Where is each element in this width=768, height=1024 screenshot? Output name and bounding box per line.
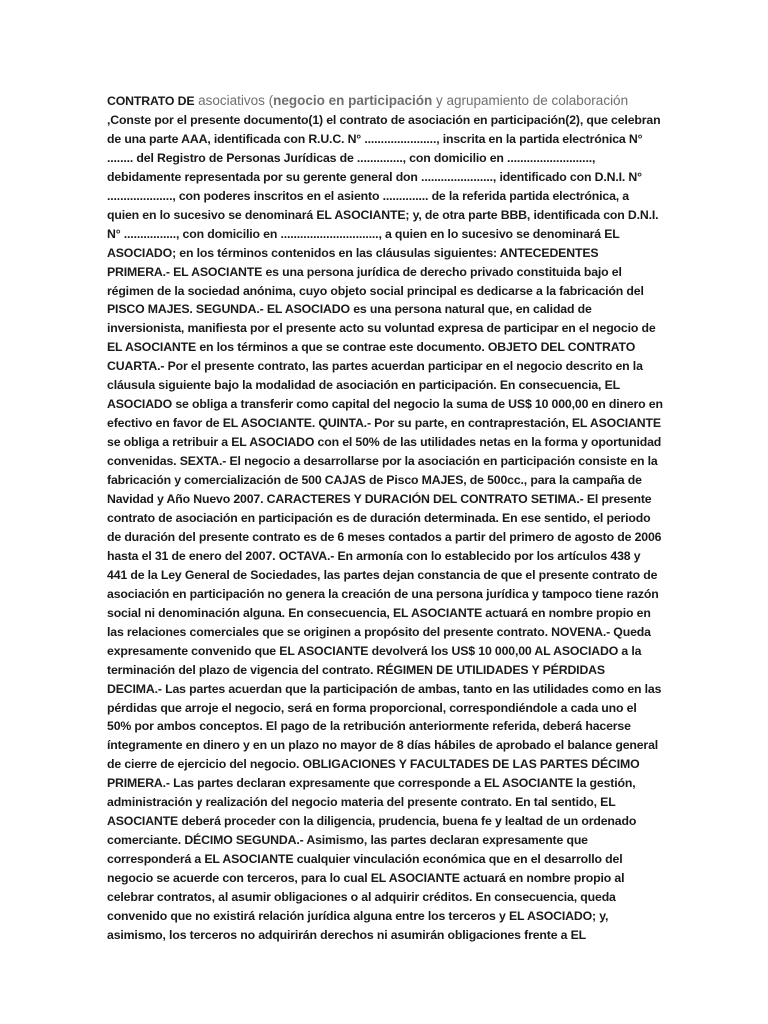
contract-text-block: [107, 92, 663, 945]
heading-bold-part: CONTRATO DE: [107, 94, 195, 108]
contract-body-text: ,Conste por el presente documento(1) el contrato de asociación en participación(2), que celebran de una parte AAA, identificada con R.U.C. N° ......................, inscrita en la partida electrónica N° ........ del Registro de Personas Jurídicas de .............., con domicilio en .........................., debidamente representada por su gerente general don ......................, identificado con D.N.I. N° ...................., con poderes inscritos en el asiento .............. de la referida partida electrónica, a quien en lo sucesivo se denominará EL ASOCIANTE; y, de otra parte BBB, identificada con D.N.I. N° ................, con domicilio en .............................., a quien en lo sucesivo se denominará EL ASOCIADO; en los términos contenidos en las cláusulas siguientes: ANTECEDENTES PRIMERA.- EL ASOCIANTE es una persona jurídica de derecho privado constituida bajo el régimen de la sociedad anónima, cuyo objeto social principal es dedicarse a la fabricación del PISCO MAJES. SEGUNDA.- EL ASOCIADO es una persona natural que, en calidad de inversionista, manifiesta por el presente acto su voluntad expresa de participar en el negocio de EL ASOCIANTE en los términos a que se contrae este documento. OBJETO DEL CONTRATO CUARTA.- Por el presente contrato, las partes acuerdan participar en el negocio descrito en la cláusula siguiente bajo la modalidad de asociación en participación. En consecuencia, EL ASOCIADO se obliga a transferir como capital del negocio la suma de US$ 10 000,00 en dinero en efectivo en favor de EL ASOCIANTE. QUINTA.- Por su parte, en contraprestación, EL ASOCIANTE se obliga a retribuir a EL ASOCIADO con el 50% de las utilidades netas en la forma y oportunidad convenidas. SEXTA.- El negocio a desarrollarse por la asociación en participación consiste en la fabricación y comercialización de 500 CAJAS de Pisco MAJES, de 500cc., para la campaña de Navidad y Año Nuevo 2007. CARACTERES Y DURACIÓN DEL CONTRATO SETIMA.- El presente contrato de asociación en participación es de duración determinada. En ese sentido, el periodo de duración del presente contrato es de 6 meses contados a partir del primero de agosto de 2006 hasta el 31 de enero del 2007. OCTAVA.- En armonía con lo establecido por los artículos 438 y 441 de la Ley General de Sociedades, las partes dejan constancia de que el presente contrato de asociación en participación no genera la creación de una persona jurídica y tampoco tiene razón social ni denominación alguna. En consecuencia, EL ASOCIANTE actuará en nombre propio en las relaciones comerciales que se originen a propósito del presente contrato. NOVENA.- Queda expresamente convenido que EL ASOCIANTE devolverá los US$ 10 000,00 AL ASOCIADO a la terminación del plazo de vigencia del contrato. RÉGIMEN DE UTILIDADES Y PÉRDIDAS DECIMA.- Las partes acuerdan que la participación de ambas, tanto en las utilidades como en las pérdidas que arroje el negocio, será en forma proporcional, correspondiéndole a cada uno el 50% por ambos conceptos. El pago de la retribución anteriormente referida, deberá hacerse íntegramente en dinero y en un plazo no mayor de 8 días hábiles de aprobado el balance general de cierre de ejercicio del negocio. OBLIGACIONES Y FACULTADES DE LAS PARTES DÉCIMO PRIMERA.- Las partes declaran expresamente que corresponde a EL ASOCIANTE la gestión, administración y realización del negocio materia del presente contrato. En tal sentido, EL ASOCIANTE deberá proceder con la diligencia, prudencia, buena fe y lealtad de un ordenado comerciante. DÉCIMO SEGUNDA.- Asimismo, las partes declaran expresamente que corresponderá a EL ASOCIANTE cualquier vinculación económica que en el desarrollo del negocio se acuerde con terceros, para lo cual EL ASOCIANTE actuará en nombre propio al celebrar contratos, al asumir obligaciones o al adquirir créditos. En consecuencia, queda convenido que no existirá relación jurídica alguna entre los terceros y EL ASOCIADO; y, asimismo, los terceros no adquirirán derechos ni asumirán obligaciones frente a EL: [107, 112, 663, 942]
contract-paragraph: [107, 92, 663, 945]
heading-tail-part: y agrupamiento de colaboración: [432, 93, 629, 108]
heading-light-part: asociativos (: [194, 93, 274, 108]
heading-emphasis-part: negocio en participación: [273, 93, 433, 108]
